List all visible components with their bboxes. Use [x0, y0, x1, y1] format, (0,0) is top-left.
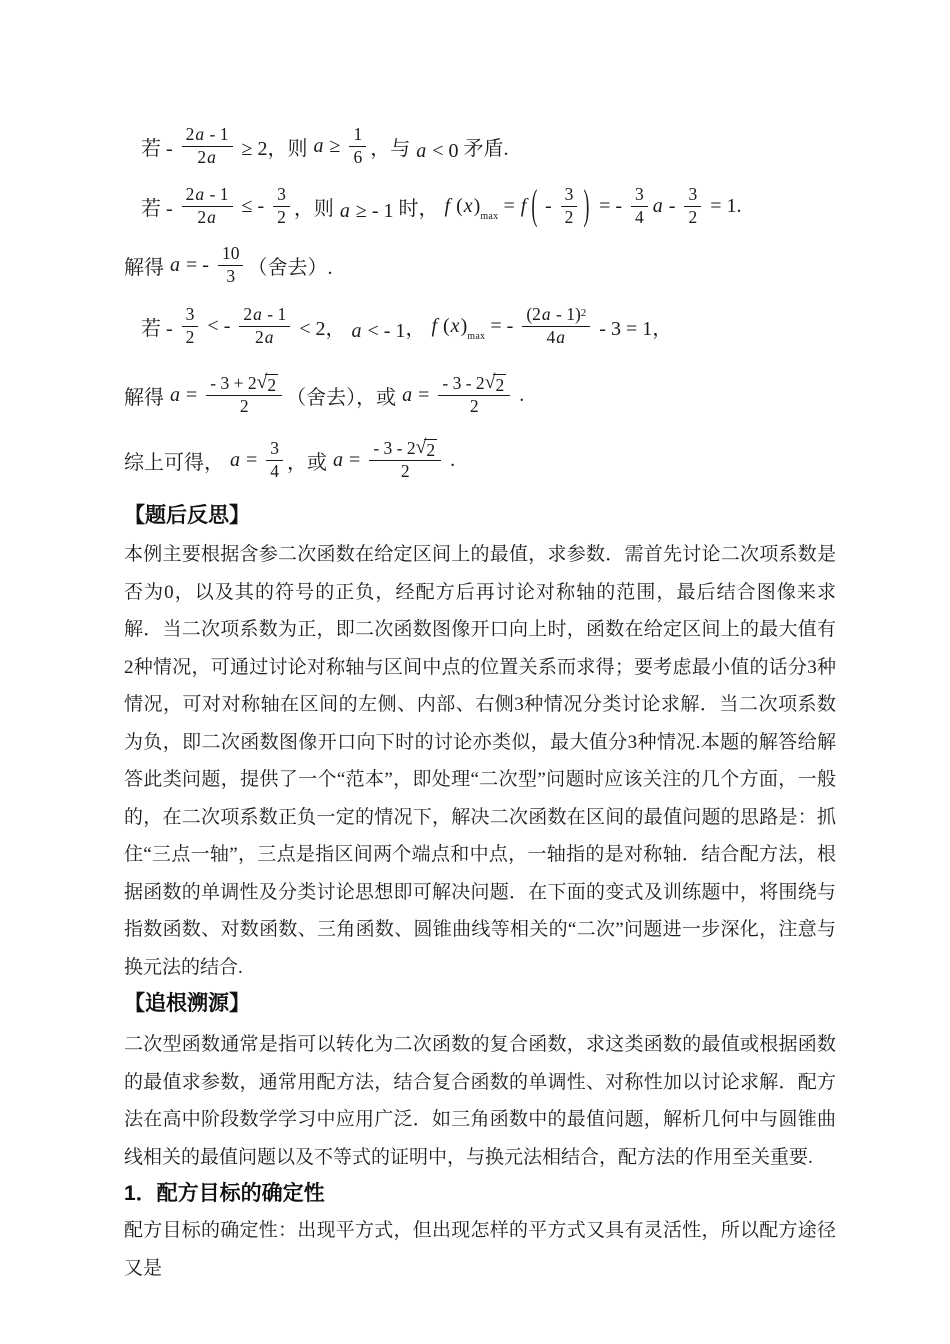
heading-reflection: 【题后反思】 — [124, 504, 250, 527]
numerator — [684, 184, 701, 206]
math-text: 3 — [564, 183, 574, 204]
sqrt-radical — [415, 436, 438, 460]
math-text: 3 — [635, 183, 644, 204]
fraction — [182, 304, 199, 349]
math-text: 3 — [688, 183, 698, 204]
math-text: 4 — [635, 206, 644, 227]
math-variable: a — [195, 123, 205, 144]
math-text: 若 - — [141, 317, 178, 340]
lowered-group — [350, 320, 405, 343]
math-text: 2 — [277, 206, 286, 227]
heading-origin: 【追根溯源】 — [124, 992, 250, 1015]
fraction — [369, 438, 441, 483]
fraction — [182, 184, 233, 229]
numerator — [182, 124, 233, 146]
radical-sign-icon: √ — [484, 371, 496, 393]
lowered-group — [415, 140, 458, 163]
math-text: (2 — [526, 303, 541, 324]
math-text: （舍去）. — [247, 256, 333, 279]
math-text: ( — [438, 314, 450, 337]
math-text: 2 — [197, 146, 207, 167]
math-text: 2 — [185, 123, 195, 144]
math-text: 4 — [546, 326, 556, 347]
math-variable: a — [207, 146, 216, 167]
fraction — [182, 124, 233, 169]
lowered-group — [339, 200, 394, 223]
math-text: - — [663, 194, 681, 217]
math-text: < - — [202, 314, 236, 337]
math-text: ，或 — [287, 451, 333, 474]
math-text: 2 — [255, 326, 264, 347]
numerator — [438, 373, 510, 395]
math-text: 2 — [197, 206, 207, 227]
denominator — [349, 146, 366, 169]
math-text: = — [241, 448, 263, 471]
numerator — [631, 184, 648, 206]
radicand: 2 — [495, 374, 505, 395]
math-text: 4 — [270, 460, 280, 481]
math-text: 2 — [688, 206, 698, 227]
math-text: = — [413, 383, 435, 406]
math-text: = — [344, 448, 366, 471]
denominator — [182, 326, 199, 349]
math-text: 时， — [393, 197, 444, 220]
math-text: < 2， — [294, 317, 351, 340]
math-variable: a — [170, 253, 180, 276]
math-text: - 3 + 2 — [210, 372, 257, 393]
numerator — [561, 184, 578, 206]
math-text: . — [514, 383, 525, 406]
math-text: - 1 — [205, 183, 229, 204]
denominator — [684, 206, 701, 229]
math-variable: a — [416, 139, 427, 162]
sqrt-radical — [256, 371, 279, 395]
math-subscript: max — [480, 210, 499, 222]
denominator — [273, 206, 290, 229]
math-variable: a — [652, 194, 663, 217]
math-text: 若 - — [141, 197, 178, 220]
math-exponent: 2 — [580, 306, 587, 319]
math-text: 2 — [564, 206, 574, 227]
paragraph-reflection: 本例主要根据含参二次函数在给定区间上的最值，求参数．需首先讨论二次项系数是否为0，以及其的符号的正负，经配方后再讨论对称轴的范围，最后结合图像来求解．当二次项系数为正，即二次函数图像开口向上时，函数在给定区间上的最大值有2种情况，可通过讨论对称轴与区间中点的位置关系而求得；要考虑最小值的话分3种情况，可对对称轴在区间的左侧、内部、右侧3种情况分类讨论求解．当二次项系数为负，即二次函数图像开口向下时的讨论亦类似，最大值分3种情况.本题的解答给解答此类问题，提供了一个“范本”，即处理“二次型”问题时应该关注的几个方面，一般的，在二次项系数正负一定的情况下，解决二次函数在区间的最值问题的思路是：抓住“三点一轴”，三点是指区间两个端点和中点，一轴指的是对称轴．结合配方法，根据函数的单调性及分类讨论思想即可解决问题．在下面的变式及训练题中，将围绕与指数函数、对数函数、三角函数、圆锥曲线等相关的“二次”问题进一步深化，注意与换元法的结合. — [124, 544, 836, 978]
math-text: 10 — [221, 242, 240, 263]
fraction — [206, 373, 282, 418]
formula-line-6 — [124, 432, 836, 488]
formula-line-4 — [124, 294, 836, 358]
fraction — [561, 184, 578, 229]
math-text: 2 — [243, 303, 253, 324]
math-variable: a — [313, 134, 324, 157]
denominator — [369, 460, 441, 483]
math-text: ≥ - 1 — [350, 199, 394, 222]
math-text: = — [498, 194, 520, 217]
math-variable: a — [264, 326, 274, 347]
math-variable: a — [541, 303, 551, 324]
denominator — [438, 395, 510, 418]
math-variable: x — [463, 194, 473, 217]
denominator — [266, 460, 283, 483]
parenthesized-group — [529, 184, 592, 229]
numerator — [182, 304, 199, 326]
fraction — [239, 304, 290, 349]
numerator — [369, 438, 441, 460]
radical-sign-icon: √ — [415, 436, 427, 458]
math-text: < 0 — [427, 139, 459, 162]
math-text: 矛盾. — [458, 137, 509, 160]
numerator — [206, 373, 282, 395]
radicand: 2 — [426, 439, 436, 460]
numerator — [239, 304, 290, 326]
fraction — [631, 184, 648, 229]
math-text: 解得 — [124, 256, 169, 279]
math-text: = - — [594, 194, 628, 217]
math-text: - — [539, 194, 557, 217]
math-text: ( — [451, 194, 463, 217]
formula-line-1 — [124, 116, 836, 176]
math-text: - 3 = 1， — [594, 317, 673, 340]
math-variable: x — [450, 314, 460, 337]
math-variable: a — [230, 448, 240, 471]
math-text: 2 — [185, 183, 195, 204]
math-text: = - — [181, 253, 214, 276]
paragraph-method-intro: 配方目标的确定性：出现平方式，但出现怎样的平方式又具有灵活性，所以配方途径又是 — [124, 1220, 836, 1279]
radicand: 2 — [267, 374, 277, 395]
math-text: 3 — [185, 303, 195, 324]
numerator — [218, 243, 244, 265]
denominator — [239, 326, 290, 349]
math-text: = 1. — [705, 194, 742, 217]
fraction — [218, 243, 244, 288]
math-text: 1 — [353, 123, 363, 144]
math-text: = - — [485, 314, 519, 337]
math-text: - 1) — [551, 303, 581, 324]
math-text: ) — [473, 194, 481, 217]
numerator — [273, 184, 290, 206]
math-text: 2 — [185, 326, 195, 347]
math-text: = — [181, 383, 203, 406]
math-variable: a — [339, 199, 350, 222]
math-text: - 1 — [205, 123, 229, 144]
math-text: - 3 - 2 — [442, 372, 485, 393]
fraction — [349, 124, 366, 169]
denominator — [182, 206, 233, 229]
paren-content — [540, 184, 581, 229]
math-text: 2 — [400, 460, 410, 481]
math-text: 2 — [469, 395, 479, 416]
math-variable: a — [253, 303, 262, 324]
math-variable: a — [351, 319, 362, 342]
formula-line-5 — [124, 358, 836, 432]
math-variable: a — [333, 448, 344, 471]
math-text: 3 — [226, 265, 236, 286]
math-text: 3 — [277, 183, 286, 204]
math-variable: a — [207, 206, 216, 227]
formula-line-3 — [124, 236, 836, 294]
math-text: - 3 - 2 — [373, 437, 416, 458]
math-variable: f — [444, 194, 451, 217]
denominator — [206, 395, 282, 418]
heading-method-1: 1．配方目标的确定性 — [124, 1182, 325, 1205]
fraction — [266, 438, 283, 483]
math-text: ≤ - — [236, 194, 270, 217]
fraction — [522, 304, 590, 349]
math-variable: a — [170, 383, 180, 406]
radical-sign-icon: √ — [256, 371, 268, 393]
fraction — [684, 184, 701, 229]
math-text: ，与 — [370, 137, 416, 160]
fraction — [438, 373, 510, 418]
math-text: < - 1 — [362, 319, 406, 342]
denominator — [522, 326, 590, 349]
math-text: ≥ — [324, 134, 346, 157]
denominator — [182, 146, 233, 169]
math-text: （舍去），或 — [286, 386, 402, 409]
math-variable: f — [431, 314, 437, 337]
math-text: ) — [460, 314, 468, 337]
math-text: 解得 — [124, 386, 169, 409]
fraction — [273, 184, 290, 229]
numerator — [266, 438, 283, 460]
close-paren: ) — [583, 182, 590, 230]
numerator — [349, 124, 366, 146]
math-text: 2 — [239, 395, 249, 416]
denominator — [218, 265, 244, 288]
math-text: 若 - — [141, 137, 178, 160]
math-text: ， — [405, 317, 431, 340]
page-content — [124, 116, 836, 1287]
denominator — [561, 206, 578, 229]
math-text: ≥ 2，则 — [236, 137, 313, 160]
math-variable: a — [402, 383, 413, 406]
math-text: 3 — [270, 437, 280, 458]
math-text: 综上可得， — [124, 451, 229, 474]
formula-line-2 — [124, 176, 836, 236]
math-text: . — [445, 448, 456, 471]
math-text: - 1 — [262, 303, 287, 324]
math-variable: a — [195, 183, 205, 204]
math-text: ，则 — [293, 197, 339, 220]
sqrt-radical — [484, 371, 507, 395]
math-subscript: max — [467, 330, 486, 342]
numerator — [182, 184, 233, 206]
math-variable: a — [556, 326, 566, 347]
math-variable: f — [520, 194, 527, 217]
open-paren: ( — [531, 182, 538, 230]
denominator — [631, 206, 648, 229]
paragraph-origin: 二次型函数通常是指可以转化为二次函数的复合函数，求这类函数的最值或根据函数的最值求参数，通常用配方法，结合复合函数的单调性、对称性加以讨论求解．配方法在高中阶段数学学习中应用广泛．如三角函数中的最值问题，解析几何中与圆锥曲线相关的最值问题以及不等式的证明中，与换元法相结合，配方法的作用至关重要. — [124, 1034, 836, 1168]
math-text: 6 — [353, 146, 363, 167]
numerator — [522, 304, 590, 326]
